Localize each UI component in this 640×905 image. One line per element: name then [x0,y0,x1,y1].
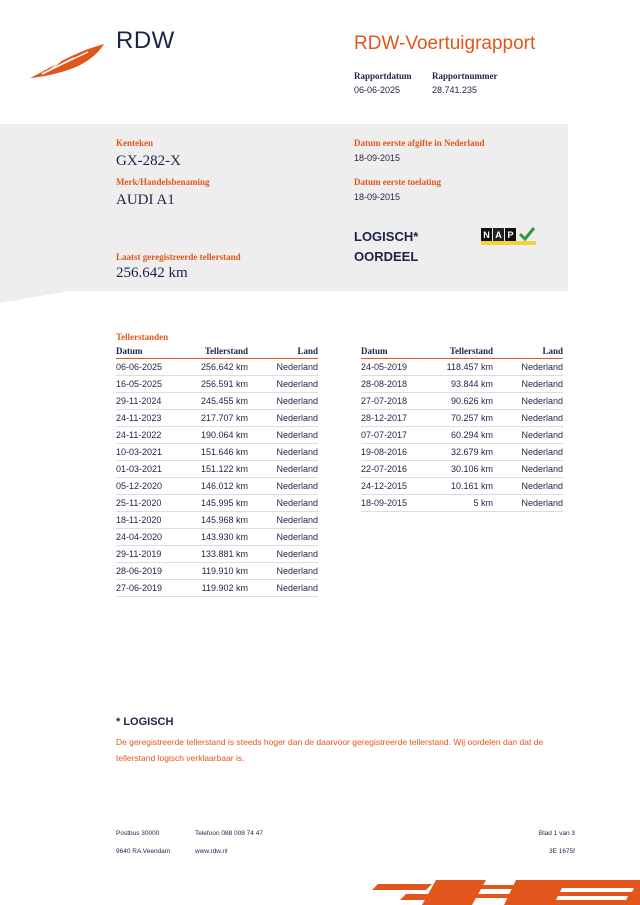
report-number-label: Rapportnummer [432,71,498,81]
footer-phone: Telefoon 088 008 74 47 [195,830,263,837]
report-number-value: 28.741.235 [432,85,478,95]
col-country-header: Land [248,344,318,358]
table-row [116,511,318,528]
table-row [116,494,318,511]
row-odometer: 5 km [427,494,493,511]
row-odometer: 119.902 km [182,579,248,596]
row-date: 28-12-2017 [361,409,427,426]
odometer-value: 256.642 km [116,265,188,281]
verdict-line-2: OORDEEL [354,249,419,264]
table-row [116,460,318,477]
table-row [116,409,318,426]
table-row [116,392,318,409]
row-country: Nederland [248,477,318,494]
footer-po-box: Postbus 30000 [116,830,160,837]
row-country: Nederland [248,443,318,460]
row-date: 24-11-2023 [116,409,182,426]
row-odometer: 32.679 km [427,443,493,460]
row-date: 01-03-2021 [116,460,182,477]
row-odometer: 245.455 km [182,392,248,409]
logo-text: RDW [116,27,175,54]
row-date: 24-05-2019 [361,358,427,375]
odometer-label: Laatst geregistreerde tellerstand [116,252,241,262]
make-value: AUDI A1 [116,192,175,208]
verdict-line-1: LOGISCH* [354,229,419,244]
row-date: 29-11-2019 [116,545,182,562]
panel-notch [0,291,70,303]
first-admission-label: Datum eerste toelating [354,177,441,187]
row-country: Nederland [248,409,318,426]
row-date: 16-05-2025 [116,375,182,392]
first-admission-nl-value: 18-09-2015 [354,153,401,163]
table-row [116,562,318,579]
vehicle-summary-panel [0,124,568,291]
footer-postal-city: 9640 RA Veendam [116,848,171,855]
footer-website[interactable]: www.rdw.nl [195,848,228,855]
table-row [116,375,318,392]
footer-page-info [539,829,575,857]
row-date: 22-07-2016 [361,460,427,477]
row-date: 24-11-2022 [116,426,182,443]
checkmark-icon [518,226,536,242]
table-row [361,392,563,409]
row-odometer: 256.642 km [182,358,248,375]
table-row [116,477,318,494]
row-odometer: 119.910 km [182,562,248,579]
row-date: 07-07-2017 [361,426,427,443]
row-date: 18-11-2020 [116,511,182,528]
row-odometer: 70.257 km [427,409,493,426]
report-date-block [354,69,412,97]
table-row [116,426,318,443]
table-row [361,375,563,392]
row-date: 27-07-2018 [361,392,427,409]
report-date-value: 06-06-2025 [354,85,401,95]
row-odometer: 145.995 km [182,494,248,511]
first-admission-value: 18-09-2015 [354,192,401,202]
make-label: Merk/Handelsbenaming [116,177,210,187]
decorative-stripes-icon [366,876,640,905]
row-odometer: 190.064 km [182,426,248,443]
table-row [361,409,563,426]
row-date: 28-08-2018 [361,375,427,392]
table-row [361,477,563,494]
row-country: Nederland [248,528,318,545]
row-date: 06-06-2025 [116,358,182,375]
row-country: Nederland [248,579,318,596]
col-odometer-header: Tellerstand [427,344,493,358]
row-odometer: 151.646 km [182,443,248,460]
row-country: Nederland [248,375,318,392]
row-odometer: 60.294 km [427,426,493,443]
table-row [361,443,563,460]
table-row [116,528,318,545]
row-odometer: 256.591 km [182,375,248,392]
readings-table-right [361,344,563,512]
row-odometer: 30.106 km [427,460,493,477]
row-country: Nederland [248,426,318,443]
nap-badge [481,224,536,242]
row-date: 25-11-2020 [116,494,182,511]
row-odometer: 143.930 km [182,528,248,545]
table-row [116,443,318,460]
table-row [361,460,563,477]
first-admission-nl-label: Datum eerste afgifte in Nederland [354,138,485,148]
table-row [116,579,318,596]
row-country: Nederland [248,392,318,409]
row-country: Nederland [493,460,563,477]
row-country: Nederland [248,358,318,375]
row-odometer: 217.707 km [182,409,248,426]
row-date: 10-03-2021 [116,443,182,460]
table-row [361,358,563,375]
col-date-header: Datum [361,344,427,358]
readings-title: Tellerstanden [116,332,169,342]
row-country: Nederland [493,392,563,409]
note-text: De geregistreerde tellerstand is steeds hoger dan de daarvoor geregistreerde tellerstand. Wij oordelen dan dat de tellerstand logisch verklaarbaar is. [116,737,544,763]
row-country: Nederland [248,460,318,477]
row-odometer: 118.457 km [427,358,493,375]
row-odometer: 146.012 km [182,477,248,494]
row-country: Nederland [493,477,563,494]
note-title: * LOGISCH [116,716,174,728]
row-country: Nederland [248,562,318,579]
row-country: Nederland [493,409,563,426]
footer-contact [195,829,263,857]
row-date: 29-11-2024 [116,392,182,409]
verdict [354,227,418,267]
table-row [116,545,318,562]
report-title: RDW-Voertuigrapport [354,33,536,54]
row-odometer: 93.844 km [427,375,493,392]
table-row [116,358,318,375]
col-date-header: Datum [116,344,182,358]
col-country-header: Land [493,344,563,358]
row-country: Nederland [493,358,563,375]
rdw-logo-icon [28,40,106,82]
row-odometer: 90.626 km [427,392,493,409]
nap-letter-n: N [481,228,492,242]
row-country: Nederland [248,511,318,528]
row-country: Nederland [248,545,318,562]
row-country: Nederland [493,494,563,511]
row-date: 28-06-2019 [116,562,182,579]
readings-table-left [116,344,318,597]
row-date: 18-09-2015 [361,494,427,511]
nap-letter-a: A [493,228,504,242]
footer-code: 3E 1675f [548,848,575,855]
row-date: 24-04-2020 [116,528,182,545]
nap-letter-p: P [505,228,516,242]
row-odometer: 151.122 km [182,460,248,477]
footer-address [116,829,170,857]
plate-value: GX-282-X [116,153,181,169]
footer-page: Blad 1 van 3 [538,830,575,837]
row-country: Nederland [493,375,563,392]
col-odometer-header: Tellerstand [182,344,248,358]
row-country: Nederland [248,494,318,511]
nap-bar [481,241,536,245]
row-date: 24-12-2015 [361,477,427,494]
row-odometer: 133.881 km [182,545,248,562]
report-date-label: Rapportdatum [354,71,412,81]
plate-label: Kenteken [116,138,153,148]
row-date: 27-06-2019 [116,579,182,596]
table-row [361,494,563,511]
row-date: 19-08-2016 [361,443,427,460]
row-country: Nederland [493,443,563,460]
row-odometer: 145.968 km [182,511,248,528]
report-number-block [432,69,498,97]
row-date: 05-12-2020 [116,477,182,494]
row-odometer: 10.161 km [427,477,493,494]
row-country: Nederland [493,426,563,443]
table-row [361,426,563,443]
